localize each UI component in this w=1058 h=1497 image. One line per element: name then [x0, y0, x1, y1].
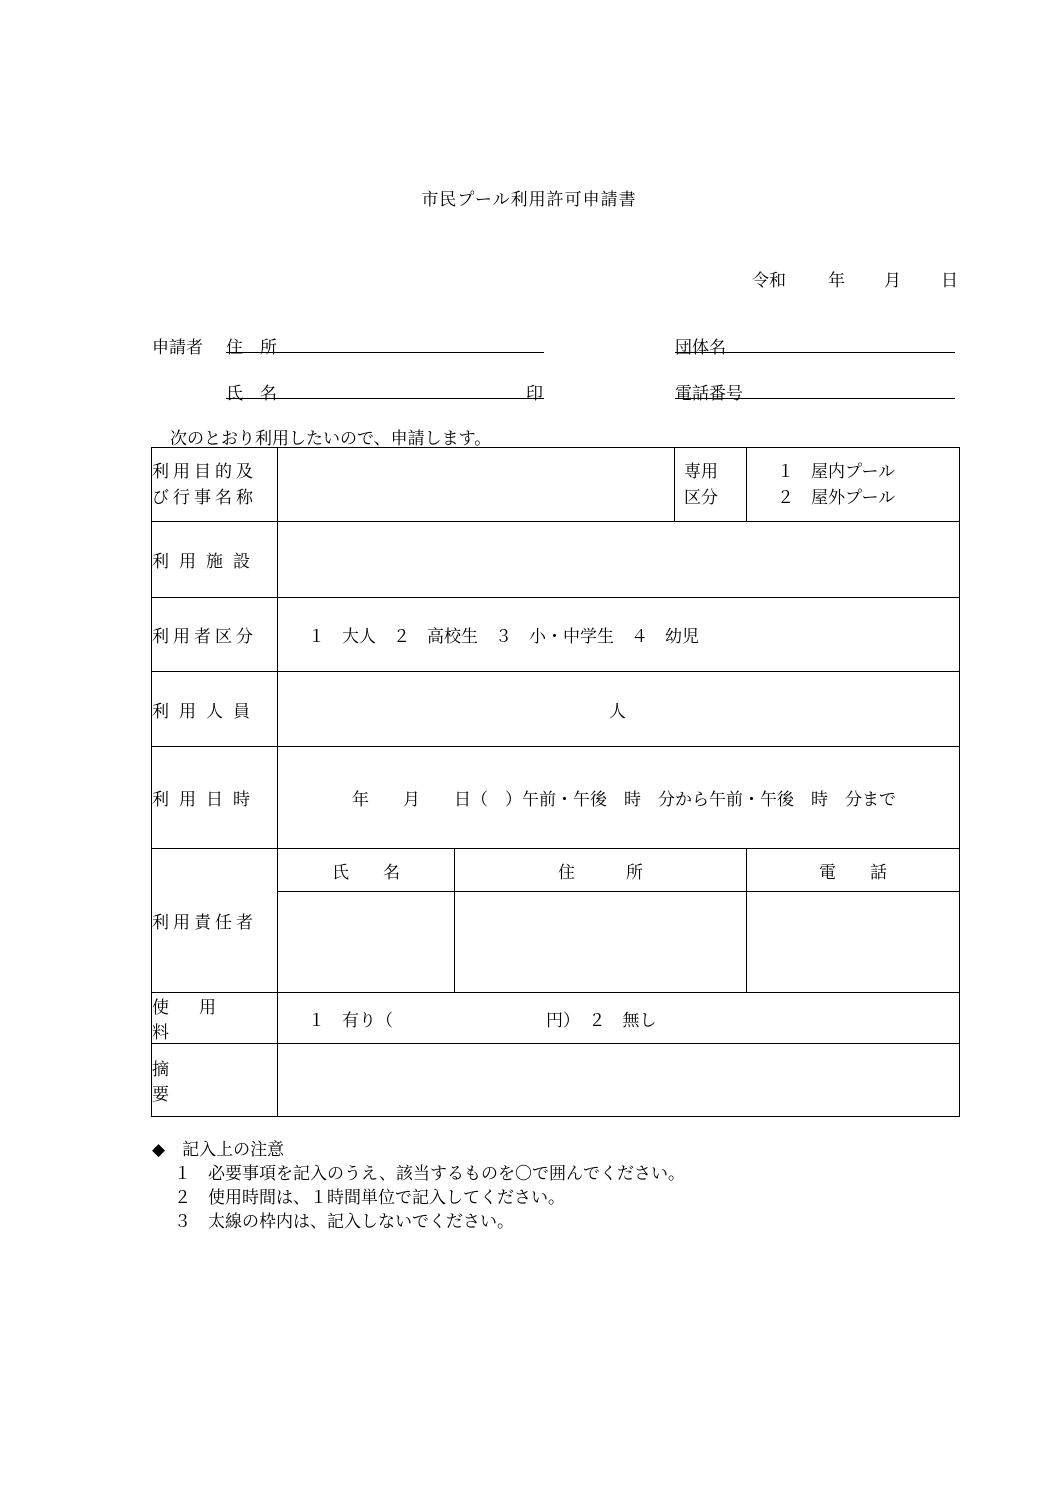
note-item: ３ 太線の枠内は、記入しないでください。	[174, 1212, 514, 1232]
notes-heading: ◆ 記入上の注意	[152, 1140, 285, 1160]
note-item: ２ 使用時間は、１時間単位で記入してください。	[174, 1188, 565, 1208]
exclusive-label: 専用 区分	[675, 448, 747, 522]
address-label: 住 所	[226, 338, 277, 358]
facility-label: 利用施設	[152, 522, 278, 598]
resp-address-input[interactable]	[455, 892, 747, 993]
count-input[interactable]	[278, 672, 960, 747]
row-purpose	[152, 448, 960, 522]
intro-text: 次のとおり利用したいので、申請します。	[170, 429, 492, 449]
fee-label: 使用料	[152, 993, 278, 1044]
purpose-label: 利用目的及 び行事名称	[152, 448, 278, 522]
row-remarks	[152, 1044, 960, 1117]
seal-mark: 印	[526, 384, 543, 404]
row-count	[152, 672, 960, 747]
note-item: １ 必要事項を記入のうえ、該当するものを〇で囲んでください。	[174, 1164, 686, 1184]
resp-name-header: 氏 名	[278, 849, 455, 892]
responsible-label: 利用責任者	[152, 849, 278, 993]
exclusive-option-indoor[interactable]: １ 屋内プール	[777, 461, 896, 482]
date-year: 年	[828, 271, 845, 291]
date-era: 令和	[752, 271, 786, 291]
name-field[interactable]	[226, 398, 544, 399]
remarks-input[interactable]	[278, 1044, 960, 1117]
resp-address-header: 住 所	[455, 849, 747, 892]
count-label: 利用人員	[152, 672, 278, 747]
remarks-label: 摘要	[152, 1044, 278, 1117]
datetime-label: 利用日時	[152, 747, 278, 849]
phone-label: 電話番号	[675, 384, 743, 404]
user-type-label: 利用者区分	[152, 598, 278, 672]
row-datetime	[152, 747, 960, 849]
user-type-options[interactable]: １ 大人 ２ 高校生 ３ 小・中学生 ４ 幼児	[278, 598, 960, 672]
facility-input[interactable]	[278, 522, 960, 598]
address-field[interactable]	[226, 352, 544, 353]
page-title: 市民プール利用許可申請書	[421, 190, 637, 210]
group-field[interactable]	[675, 352, 955, 353]
purpose-input[interactable]	[278, 448, 675, 522]
resp-phone-input[interactable]	[747, 892, 960, 993]
phone-field[interactable]	[675, 398, 955, 399]
date-month: 月	[884, 271, 901, 291]
resp-name-input[interactable]	[278, 892, 455, 993]
fee-options[interactable]: １ 有り（ 円） ２ 無し	[278, 993, 960, 1044]
datetime-input[interactable]: 年 月 日（ ）午前・午後 時 分から午前・午後 時 分まで	[278, 747, 960, 849]
row-user-type	[152, 598, 960, 672]
group-label: 団体名	[675, 338, 726, 358]
count-unit: 人	[609, 701, 626, 722]
row-responsible-header	[152, 849, 960, 892]
resp-phone-header: 電 話	[747, 849, 960, 892]
row-fee	[152, 993, 960, 1044]
date-day: 日	[941, 271, 958, 291]
applicant-label: 申請者	[152, 338, 203, 358]
application-table	[151, 447, 960, 1117]
row-facility	[152, 522, 960, 598]
name-label: 氏 名	[226, 384, 277, 404]
exclusive-option-outdoor[interactable]: ２ 屋外プール	[777, 487, 896, 508]
exclusive-options[interactable]	[747, 448, 960, 522]
notes-section	[152, 1138, 685, 1234]
